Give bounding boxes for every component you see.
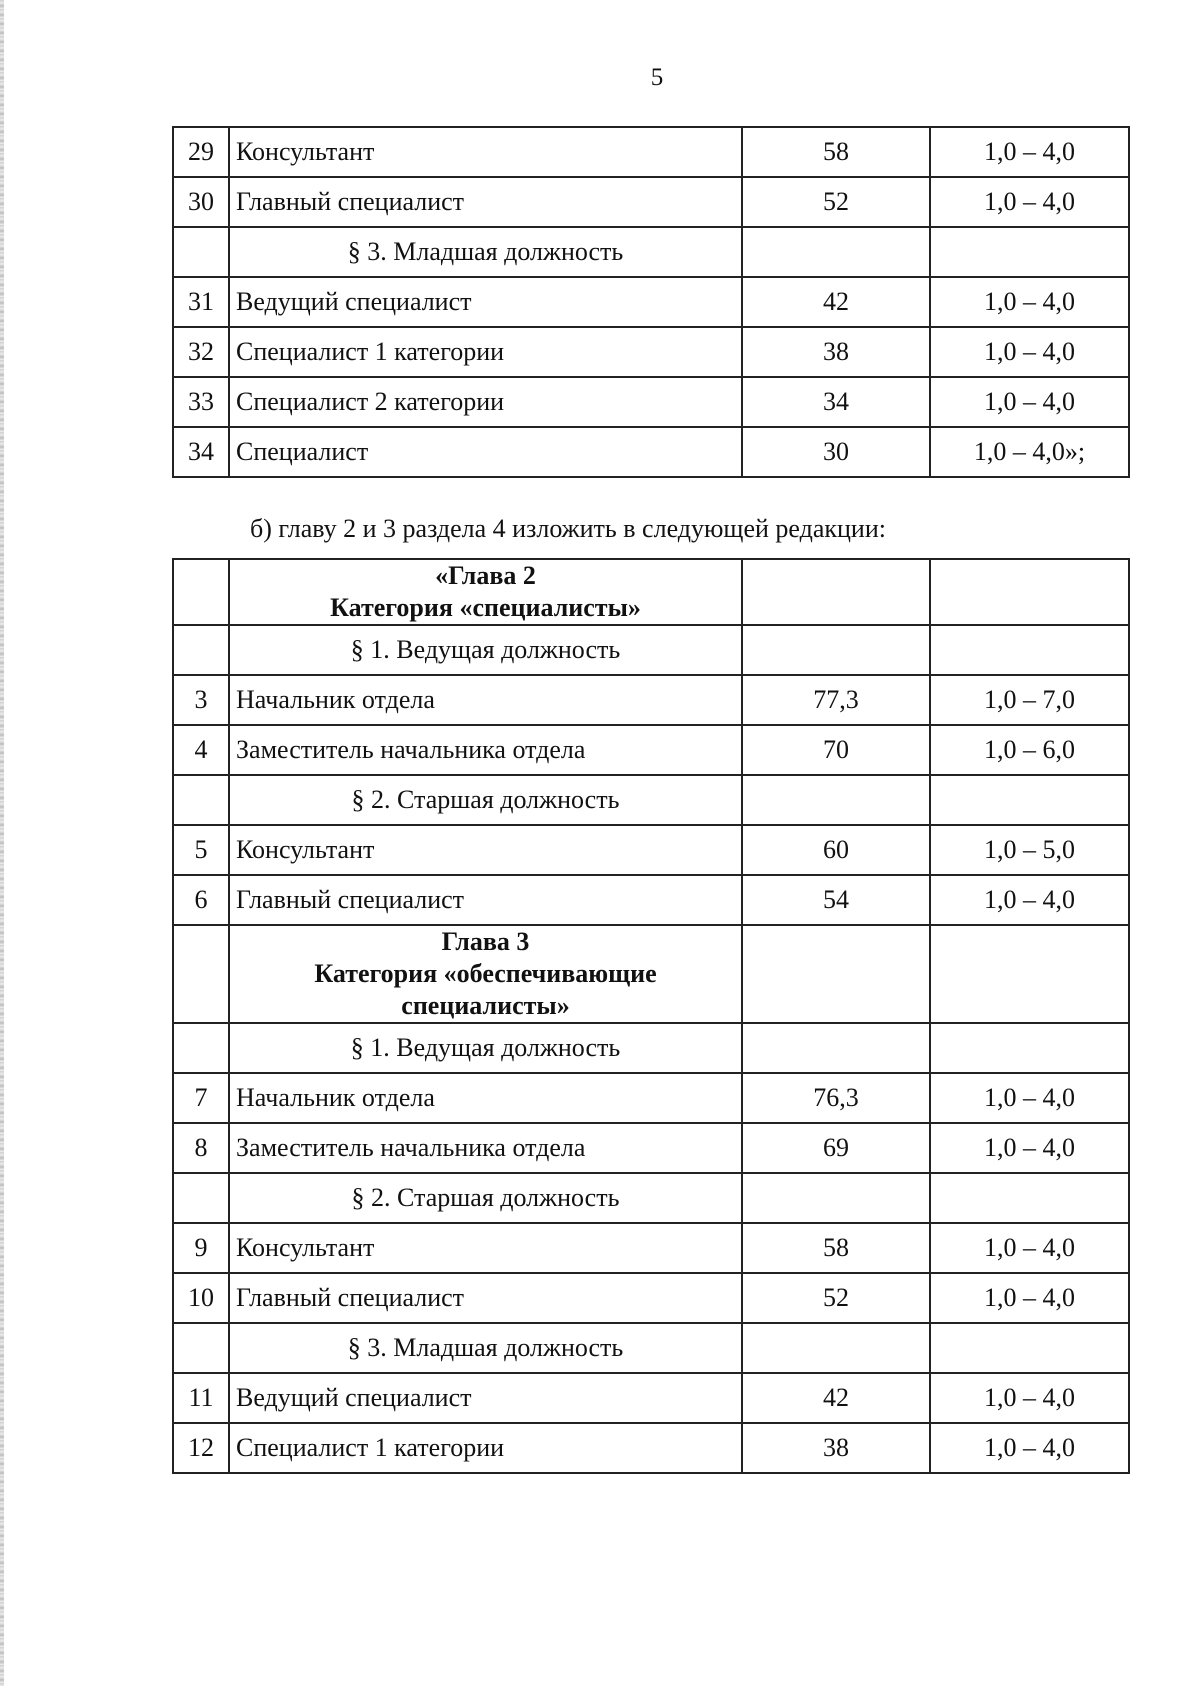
chapter-heading-line: Глава 3 (441, 927, 530, 956)
range-cell: 1,0 – 4,0 (930, 1273, 1129, 1323)
value-cell: 52 (742, 1273, 930, 1323)
table-row (173, 725, 1129, 775)
range-cell: 1,0 – 6,0 (930, 725, 1129, 775)
section-title-cell: § 2. Старшая должность (229, 775, 742, 825)
section-title-cell: § 1. Ведущая должность (229, 625, 742, 675)
range-cell: 1,0 – 4,0 (930, 1123, 1129, 1173)
chapter-heading-line: Категория «обеспечивающие (314, 959, 657, 988)
section-title-cell: § 2. Старшая должность (229, 1173, 742, 1223)
positions-table-amended (172, 558, 1130, 1474)
value-cell: 58 (742, 1223, 930, 1273)
empty-cell (173, 1023, 229, 1073)
range-cell: 1,0 – 7,0 (930, 675, 1129, 725)
range-cell: 1,0 – 4,0 (930, 327, 1129, 377)
row-number-cell: 31 (173, 277, 229, 327)
section-row (173, 1173, 1129, 1223)
empty-cell (742, 1323, 930, 1373)
table-row (173, 377, 1129, 427)
empty-cell (742, 1023, 930, 1073)
section-row (173, 625, 1129, 675)
empty-cell (742, 1173, 930, 1223)
empty-cell (173, 227, 229, 277)
empty-cell (742, 925, 930, 1023)
row-number-cell: 33 (173, 377, 229, 427)
range-cell: 1,0 – 4,0 (930, 177, 1129, 227)
empty-cell (930, 625, 1129, 675)
row-number-cell: 9 (173, 1223, 229, 1273)
chapter-heading-line: Категория «специалисты» (330, 593, 641, 622)
section-title-cell: § 3. Младшая должность (229, 1323, 742, 1373)
table-row (173, 327, 1129, 377)
empty-cell (173, 559, 229, 625)
section-row (173, 227, 1129, 277)
table-row (173, 1073, 1129, 1123)
value-cell: 58 (742, 127, 930, 177)
value-cell: 38 (742, 327, 930, 377)
value-cell: 70 (742, 725, 930, 775)
amendment-paragraph: б) главу 2 и 3 раздела 4 изложить в следующей редакции: (250, 514, 886, 543)
section-row (173, 775, 1129, 825)
range-cell: 1,0 – 4,0»; (930, 427, 1129, 477)
range-cell: 1,0 – 4,0 (930, 875, 1129, 925)
chapter-heading-cell (229, 559, 742, 625)
section-title-cell: § 3. Младшая должность (229, 227, 742, 277)
position-name-cell: Специалист 2 категории (229, 377, 742, 427)
value-cell: 34 (742, 377, 930, 427)
empty-cell (742, 775, 930, 825)
row-number-cell: 7 (173, 1073, 229, 1123)
section-row (173, 1023, 1129, 1073)
position-name-cell: Главный специалист (229, 1273, 742, 1323)
position-name-cell: Специалист 1 категории (229, 1423, 742, 1473)
empty-cell (930, 1173, 1129, 1223)
table-row (173, 1223, 1129, 1273)
scan-edge-artifact (0, 0, 4, 1686)
row-number-cell: 12 (173, 1423, 229, 1473)
empty-cell (930, 925, 1129, 1023)
position-name-cell: Консультант (229, 825, 742, 875)
chapter-heading-line: «Глава 2 (435, 561, 536, 590)
row-number-cell: 10 (173, 1273, 229, 1323)
positions-table-continued-body (173, 127, 1129, 477)
empty-cell (930, 775, 1129, 825)
row-number-cell: 8 (173, 1123, 229, 1173)
value-cell: 76,3 (742, 1073, 930, 1123)
row-number-cell: 6 (173, 875, 229, 925)
row-number-cell: 32 (173, 327, 229, 377)
empty-cell (742, 227, 930, 277)
position-name-cell: Главный специалист (229, 177, 742, 227)
position-name-cell: Ведущий специалист (229, 277, 742, 327)
range-cell: 1,0 – 4,0 (930, 1423, 1129, 1473)
positions-table-continued (172, 126, 1130, 478)
table-row (173, 127, 1129, 177)
empty-cell (930, 227, 1129, 277)
table-row (173, 1423, 1129, 1473)
position-name-cell: Специалист 1 категории (229, 327, 742, 377)
empty-cell (173, 1323, 229, 1373)
row-number-cell: 3 (173, 675, 229, 725)
range-cell: 1,0 – 4,0 (930, 277, 1129, 327)
table-row (173, 427, 1129, 477)
value-cell: 60 (742, 825, 930, 875)
position-name-cell: Консультант (229, 1223, 742, 1273)
positions-table-amended-body (173, 559, 1129, 1473)
page-number: 5 (650, 64, 664, 91)
row-number-cell: 11 (173, 1373, 229, 1423)
table-row (173, 1373, 1129, 1423)
table-row (173, 825, 1129, 875)
section-row (173, 1323, 1129, 1373)
empty-cell (173, 625, 229, 675)
table-row (173, 875, 1129, 925)
position-name-cell: Специалист (229, 427, 742, 477)
empty-cell (742, 559, 930, 625)
empty-cell (930, 1023, 1129, 1073)
position-name-cell: Заместитель начальника отдела (229, 1123, 742, 1173)
range-cell: 1,0 – 4,0 (930, 127, 1129, 177)
empty-cell (930, 559, 1129, 625)
value-cell: 38 (742, 1423, 930, 1473)
position-name-cell: Заместитель начальника отдела (229, 725, 742, 775)
range-cell: 1,0 – 4,0 (930, 377, 1129, 427)
chapter-heading-cell (229, 925, 742, 1023)
table-row (173, 1123, 1129, 1173)
row-number-cell: 4 (173, 725, 229, 775)
table-row (173, 1273, 1129, 1323)
value-cell: 42 (742, 277, 930, 327)
chapter-heading-row (173, 925, 1129, 1023)
empty-cell (930, 1323, 1129, 1373)
section-title-cell: § 1. Ведущая должность (229, 1023, 742, 1073)
range-cell: 1,0 – 5,0 (930, 825, 1129, 875)
range-cell: 1,0 – 4,0 (930, 1073, 1129, 1123)
row-number-cell: 29 (173, 127, 229, 177)
value-cell: 30 (742, 427, 930, 477)
value-cell: 69 (742, 1123, 930, 1173)
empty-cell (173, 775, 229, 825)
empty-cell (173, 925, 229, 1023)
row-number-cell: 5 (173, 825, 229, 875)
position-name-cell: Главный специалист (229, 875, 742, 925)
position-name-cell: Начальник отдела (229, 675, 742, 725)
row-number-cell: 30 (173, 177, 229, 227)
range-cell: 1,0 – 4,0 (930, 1373, 1129, 1423)
position-name-cell: Ведущий специалист (229, 1373, 742, 1423)
table-row (173, 177, 1129, 227)
table-row (173, 675, 1129, 725)
empty-cell (173, 1173, 229, 1223)
position-name-cell: Консультант (229, 127, 742, 177)
row-number-cell: 34 (173, 427, 229, 477)
range-cell: 1,0 – 4,0 (930, 1223, 1129, 1273)
chapter-heading-line: специалисты» (401, 991, 570, 1020)
value-cell: 52 (742, 177, 930, 227)
value-cell: 42 (742, 1373, 930, 1423)
position-name-cell: Начальник отдела (229, 1073, 742, 1123)
empty-cell (742, 625, 930, 675)
value-cell: 54 (742, 875, 930, 925)
table-row (173, 277, 1129, 327)
value-cell: 77,3 (742, 675, 930, 725)
chapter-heading-row (173, 559, 1129, 625)
